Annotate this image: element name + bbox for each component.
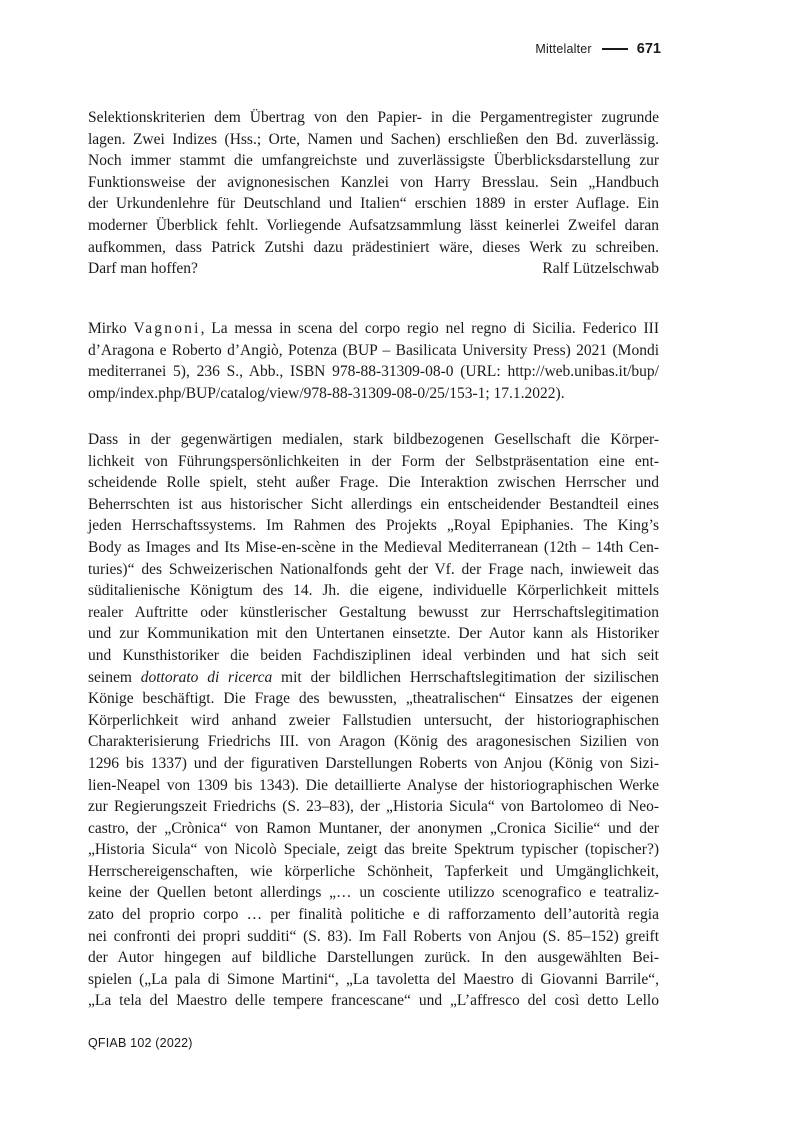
text-segment: mit der bildlichen Herrschaftslegitimation der sizilischen bbox=[272, 668, 659, 686]
text-line: Körperlichkeit wird anhand zweier Fallstudien untersucht, der historiographischen bbox=[88, 711, 659, 729]
text-segment: seinem bbox=[88, 668, 141, 686]
text-line: zur Regierungszeit Friedrichs (S. 23–83), der „Historia Sicula“ von Bartolomeo di Neo- bbox=[88, 798, 659, 816]
running-head bbox=[535, 41, 661, 57]
text-line: turies)“ des Schweizerischen Nationalfonds geht der Vf. der Frage nach, inwieweit das bbox=[88, 560, 659, 578]
author-first-name: Mirko bbox=[88, 320, 127, 337]
text-line: süditalienische Königtum des 14. Jh. die eigene, individuelle Körperlichkeit mittels bbox=[88, 582, 659, 600]
header-rule bbox=[602, 48, 628, 50]
page-number: 671 bbox=[636, 41, 661, 57]
previous-review-ending bbox=[88, 107, 659, 280]
text-line: lichkeit von Führungspersönlichkeiten in der Form der Selbstpräsentation eine ent- bbox=[88, 452, 659, 470]
text-line: und Kunsthistoriker die beiden Fachdisziplinen ideal verbinden und hat sich seit bbox=[88, 646, 659, 664]
reviewer-name: Ralf Lützelschwab bbox=[542, 260, 659, 278]
citation-line: d’Aragona e Roberto d’Angiò, Potenza (BUP – Basilicata University Press) 2021 (Mondi bbox=[88, 341, 659, 359]
text-line: Funktionsweise der avignonesischen Kanzlei von Harry Bresslau. Sein „Handbuch bbox=[88, 173, 659, 191]
section-title: Mittelalter bbox=[535, 42, 592, 56]
book-citation bbox=[88, 318, 659, 404]
review-body bbox=[88, 429, 659, 1012]
text-line: lagen. Zwei Indizes (Hss.; Orte, Namen und Sachen) erschließen den Bd. zuverlässig. bbox=[88, 130, 659, 148]
text-line: und zur Kommunikation mit den Untertanen einsetzte. Der Autor kann als Historiker bbox=[88, 625, 659, 643]
text-line: Noch immer stammt die umfangreichste und zuverlässigste Überblicksdarstellung zur bbox=[88, 152, 659, 170]
author-last-name: Vagnoni bbox=[133, 320, 201, 337]
citation-line: omp/index.php/BUP/catalog/view/978-88-31309-08-0/25/153-1; 17.1.2022). bbox=[88, 384, 565, 402]
text-line: „La tela del Maestro delle tempere francescane“ und „L’affresco del così detto Lello bbox=[88, 992, 659, 1010]
text-line: Beherrschten ist aus historischer Sicht allerdings ein entscheidender Bestandteil eines bbox=[88, 495, 659, 513]
text-line: Herrschereigenschaften, wie körperliche Schönheit, Tapferkeit und Umgänglichkeit, bbox=[88, 862, 659, 880]
text-line: Selektionskriterien dem Übertrag von den Papier- in die Pergamentregister zugrunde bbox=[88, 109, 659, 126]
signature-line bbox=[88, 258, 659, 280]
text-line: „Historia Sicula“ von Nicolò Speciale, zeigt das breite Spektrum typischer (topischer?) bbox=[88, 841, 659, 859]
text-line: jeden Herrschaftssystems. Im Rahmen des Projekts „Royal Epiphanies. The King’s bbox=[88, 517, 659, 535]
text-line: spielen („La pala di Simone Martini“, „La tavoletta del Maestro di Giovanni Barrile“, bbox=[88, 970, 659, 988]
text-line: scheidende Rolle spielt, steht außer Frage. Die Interaktion zwischen Herrscher und bbox=[88, 474, 659, 492]
italic-term: dottorato di ricerca bbox=[140, 668, 273, 686]
citation-line: mediterranei 5), 236 S., Abb., ISBN 978-88-31309-08-0 (URL: http://web.unibas.it/bup/ bbox=[88, 363, 659, 381]
text-line: lien-Neapel von 1309 bis 1343). Die detaillierte Analyse der historiographischen Werke bbox=[88, 776, 659, 794]
text-line: Könige beschäftigt. Die Frage des bewussten, „theatralischen“ Einsatzes der eigenen bbox=[88, 690, 659, 708]
text-line: keine der Quellen betont allerdings „… un cosciente utilizzo scenografico e teatraliz- bbox=[88, 884, 659, 902]
closing-text: Darf man hoffen? bbox=[88, 260, 198, 278]
text-line: nei confronti dei propri sudditi“ (S. 83). Im Fall Roberts von Anjou (S. 85–152) greift bbox=[88, 927, 659, 945]
text-line: Body as Images and Its Mise-en-scène in the Medieval Mediterranean (12th – 14th Cen- bbox=[88, 538, 659, 556]
text-line: Dass in der gegenwärtigen medialen, stark bildbezogenen Gesellschaft die Körper- bbox=[88, 431, 659, 448]
citation-line bbox=[88, 318, 659, 340]
text-line: zato del proprio corpo … per finalità politiche e di rafforzamento dell’autorità regia bbox=[88, 906, 659, 924]
text-line: der Urkundenlehre für Deutschland und Italien“ erschien 1889 in erster Auflage. Ein bbox=[88, 195, 659, 213]
text-line: realer Auftritte oder künstlerischer Gestaltung bewusst zur Herrschaftslegitimation bbox=[88, 603, 659, 621]
citation-title: , La messa in scena del corpo regio nel regno di Sicilia. Federico III bbox=[200, 320, 659, 337]
text-line: Charakterisierung Friedrichs III. von Aragon (König des aragonesischen Sizilien von bbox=[88, 733, 659, 751]
text-line: aufkommen, dass Patrick Zutshi dazu prädestiniert wäre, dieses Werk zu schreiben. bbox=[88, 238, 659, 256]
text-line bbox=[88, 667, 659, 689]
text-line: der Autor hingegen auf bildliche Darstellungen zurück. In den ausgewählten Bei- bbox=[88, 949, 659, 967]
text-line: moderner Überblick fehlt. Vorliegende Aufsatzsammlung lässt keinerlei Zweifel daran bbox=[88, 216, 659, 234]
journal-footer: QFIAB 102 (2022) bbox=[88, 1036, 193, 1050]
text-line: castro, der „Crònica“ von Ramon Muntaner, der anonymen „Cronica Sicilie“ und der bbox=[88, 819, 659, 837]
text-line: 1296 bis 1337) und der figurativen Darstellungen Roberts von Anjou (König von Sizi- bbox=[88, 754, 659, 772]
